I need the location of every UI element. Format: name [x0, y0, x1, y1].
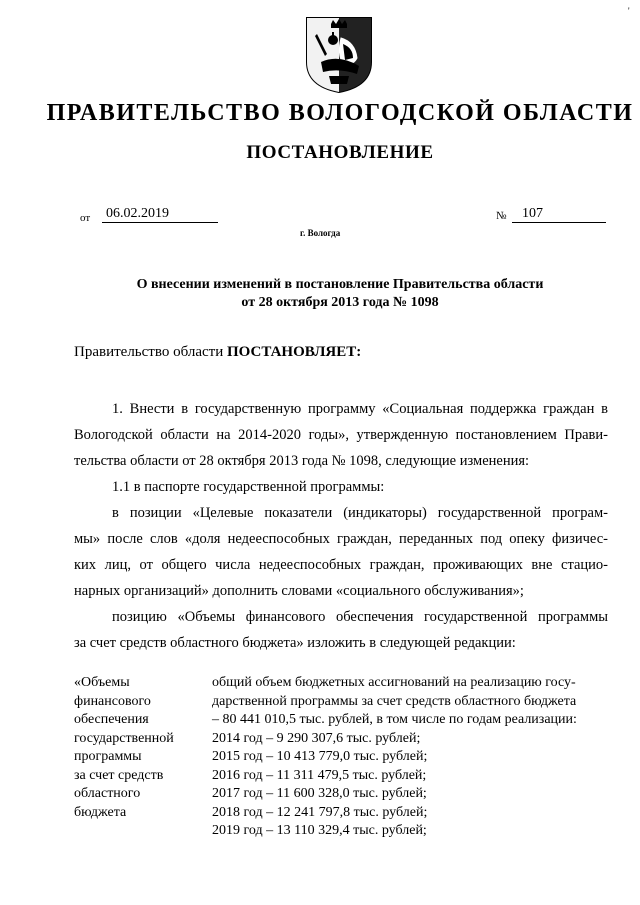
- document-date: 06.02.2019: [102, 206, 218, 223]
- paragraph-3-line: ких лиц, от общего числа недееспособных граждан, проживающих вне стацио-: [74, 557, 608, 573]
- paragraph-1-line: 1. Внести в государственную программу «Социальная поддержка граждан в: [112, 401, 608, 417]
- funding-value-line: 2014 год – 9 290 307,6 тыс. рублей;: [212, 730, 421, 746]
- paragraph-2: 1.1 в паспорте государственной программы:: [112, 479, 385, 495]
- document-type: ПОСТАНОВЛЕНИЕ: [246, 142, 434, 163]
- funding-label-line: областного: [74, 786, 141, 801]
- funding-label-line: бюджета: [74, 804, 127, 820]
- funding-value-line: 2017 год – 11 600 328,0 тыс. рублей;: [212, 786, 427, 801]
- funding-value-line: 2016 год – 11 311 479,5 тыс. рублей;: [212, 767, 427, 783]
- funding-value-line: 2015 год – 10 413 779,0 тыс. рублей;: [212, 749, 428, 764]
- funding-label-line: финансового: [74, 693, 151, 709]
- document-number: 107: [512, 206, 606, 223]
- city: г. Вологда: [300, 228, 341, 238]
- resolution-intro: [74, 344, 361, 361]
- funding-value-line: 2019 год – 13 110 329,4 тыс. рублей;: [212, 823, 427, 838]
- funding-value-column: [212, 674, 614, 841]
- funding-value-line: общий объем бюджетных ассигнований на реализацию госу-: [212, 675, 576, 690]
- funding-label-line: государственной: [74, 730, 174, 746]
- intro-emphasis: ПОСТАНОВЛЯЕТ:: [226, 344, 362, 360]
- paragraph-3-line: нарных организаций» дополнить словами «социального обслуживания»;: [74, 583, 524, 599]
- paragraph-1-line: Вологодской области на 2014-2020 годы», утвержденную постановлением Прави-: [74, 427, 608, 443]
- document-subject: [60, 276, 620, 312]
- funding-value-line: дарственной программы за счет средств областного бюджета: [212, 693, 577, 709]
- funding-label-line: программы: [74, 749, 142, 764]
- subject-line: от 28 октября 2013 года № 1098: [241, 295, 439, 310]
- paragraph-3-line: в позиции «Целевые показатели (индикаторы) государственной програм-: [112, 505, 608, 521]
- funding-label-line: «Объемы: [74, 675, 130, 690]
- paragraph-1-line: тельства области от 28 октября 2013 года № 1098, следующие изменения:: [74, 453, 530, 469]
- subject-line: О внесении изменений в постановление Правительства области: [136, 277, 544, 292]
- funding-value-line: – 80 441 010,5 тыс. рублей, в том числе по годам реализации:: [212, 712, 577, 727]
- funding-label-column: [74, 674, 204, 822]
- intro-text: Правительство области: [74, 344, 227, 360]
- date-prefix: от: [80, 212, 91, 224]
- vologda-coat-of-arms-icon: [303, 14, 375, 94]
- paragraph-3-line: мы» после слов «доля недееспособных граждан, переданных под опеку физичес-: [74, 531, 608, 547]
- organization-title: ПРАВИТЕЛЬСТВО ВОЛОГОДСКОЙ ОБЛАСТИ: [46, 100, 634, 126]
- funding-label-line: обеспечения: [74, 712, 149, 727]
- number-prefix: №: [496, 210, 507, 222]
- paragraph-4-line: за счет средств областного бюджета» изложить в следующей редакции:: [74, 635, 516, 651]
- funding-label-line: за счет средств: [74, 767, 164, 783]
- paragraph-4-line: позицию «Объемы финансового обеспечения государственной программы: [112, 609, 608, 625]
- page-marker: ': [628, 6, 630, 16]
- funding-value-line: 2018 год – 12 241 797,8 тыс. рублей;: [212, 804, 428, 820]
